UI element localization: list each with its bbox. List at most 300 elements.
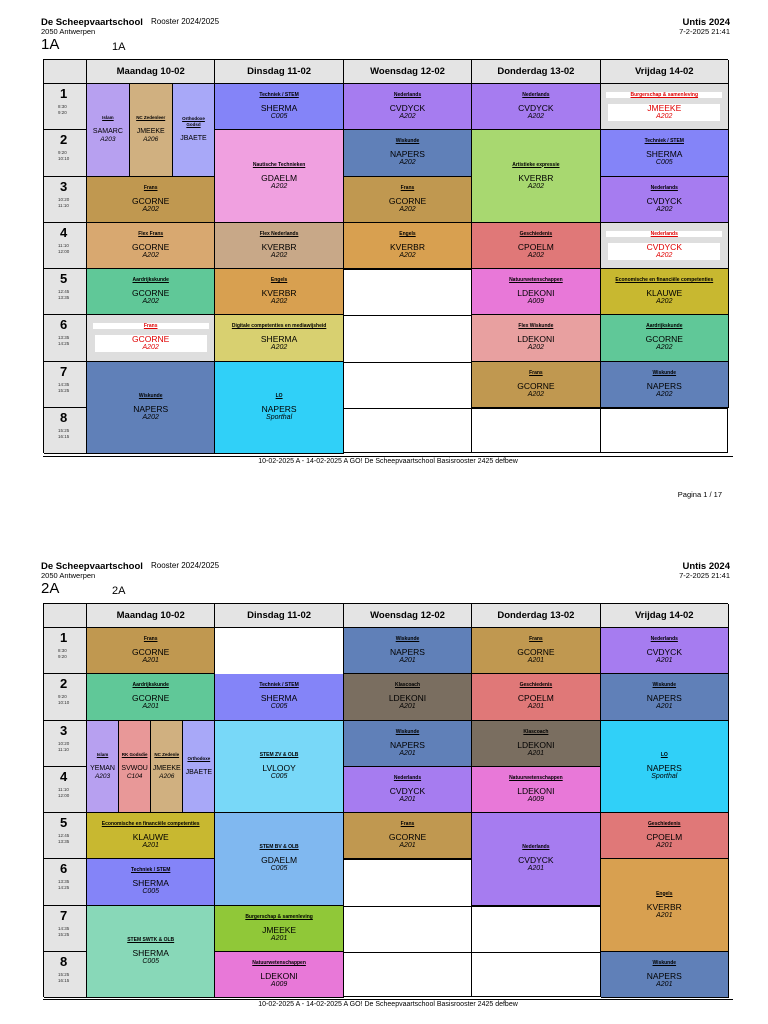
period-end: 11:10	[58, 202, 69, 208]
timetable-footer: 10-02-2025 A - 14-02-2025 A GO! De Scheepvaartschool Basisrooster 2425 defbew	[43, 999, 733, 1008]
period-start: 11:10	[58, 786, 69, 792]
lesson-teacher: JBAETE	[180, 135, 207, 143]
period-time	[58, 382, 69, 394]
lesson-teacher: GCORNE	[95, 335, 207, 344]
period-time	[58, 648, 67, 660]
lesson-room: A009	[527, 795, 545, 803]
lesson-teacher: LDEKONI	[517, 785, 555, 796]
lesson-block[interactable]	[472, 721, 600, 767]
lesson-block[interactable]	[215, 84, 343, 130]
lesson-block[interactable]	[183, 721, 215, 814]
day-header: Vrijdag 14-02	[601, 604, 729, 628]
lesson-subject: Frans	[529, 636, 543, 643]
lesson-subject: Frans	[93, 323, 209, 329]
day-header: Donderdag 13-02	[472, 60, 600, 84]
lesson-block[interactable]	[601, 674, 729, 720]
lesson-block[interactable]	[87, 315, 215, 361]
lesson-room: C005	[142, 888, 160, 896]
lesson-block[interactable]	[472, 674, 600, 720]
lesson-room: A009	[270, 980, 288, 988]
period-start: 8:30	[58, 104, 67, 109]
lesson-subject: Frans	[143, 184, 158, 191]
lesson-subject: Frans	[400, 821, 415, 828]
lesson-block[interactable]	[601, 362, 729, 408]
lesson-subject: Aardrijkskunde	[646, 323, 683, 330]
period-time	[58, 879, 69, 891]
lesson-block[interactable]	[344, 84, 472, 130]
lesson-block[interactable]	[601, 177, 729, 223]
lesson-room: A202	[399, 113, 416, 121]
lesson-block[interactable]	[215, 674, 343, 720]
lesson-teacher: GCORNE	[132, 693, 170, 704]
lesson-subject: RK Godsdie	[121, 751, 148, 757]
lesson-teacher: SHERMA	[260, 103, 298, 114]
period-time	[58, 150, 69, 162]
period-end: 16:15	[58, 433, 70, 439]
lesson-teacher: CVDYCK	[646, 195, 682, 206]
lesson-teacher: NAPERS	[261, 403, 297, 414]
lesson-block[interactable]	[472, 628, 600, 674]
lesson-teacher: JMEEKE	[152, 764, 181, 772]
lesson-teacher: CPOELM	[646, 832, 683, 843]
lesson-room: A202	[142, 413, 159, 421]
period-number: 4	[60, 768, 68, 784]
lesson-teacher: KLAUWE	[646, 288, 683, 299]
lesson-room: A201	[399, 795, 416, 803]
grid-corner	[44, 604, 87, 628]
lesson-block[interactable]	[601, 315, 729, 361]
class-code-large: 1A	[41, 36, 60, 53]
period-end: 9:20	[58, 110, 67, 115]
lesson-block[interactable]	[215, 223, 343, 269]
day-header: Maandag 10-02	[87, 604, 215, 628]
lesson-subject: Natuurwetenschappen	[509, 277, 563, 284]
lesson-room: C005	[270, 772, 288, 780]
rooster-year: Rooster 2024/2025	[151, 561, 220, 570]
lesson-block[interactable]	[601, 223, 729, 269]
class-code-small: 1A	[112, 41, 126, 53]
lesson-subject: Engels	[656, 890, 673, 897]
lesson-room: A201	[527, 865, 545, 873]
lesson-teacher: NAPERS	[133, 403, 169, 414]
period-start: 9:20	[58, 694, 67, 700]
lesson-teacher: KVERBR	[646, 901, 682, 912]
lesson-subject: Digitale competenties en mediawijsheid	[231, 323, 327, 330]
lesson-room: A206	[143, 136, 159, 144]
lesson-teacher: KVERBR	[261, 288, 297, 299]
lesson-subject: Techniek / STEM	[644, 138, 684, 145]
lesson-block[interactable]	[344, 813, 472, 859]
lesson-teacher: YEMAN	[90, 764, 115, 772]
untis-version: Untis 2024	[682, 561, 730, 572]
lesson-subject: LO	[275, 392, 283, 399]
lesson-block[interactable]	[215, 813, 343, 906]
period-time	[58, 243, 69, 255]
period-number: 7	[60, 363, 68, 379]
period-number: 4	[60, 224, 68, 240]
lesson-room: A201	[656, 703, 673, 711]
lesson-block[interactable]	[87, 628, 215, 674]
lesson-room: A202	[95, 344, 207, 352]
lesson-block[interactable]	[344, 177, 472, 223]
lesson-subject: Flex Nederlands	[259, 230, 299, 237]
period-time	[58, 833, 69, 845]
lesson-subject: Artistieke expressie	[512, 161, 560, 168]
lesson-subject: Wiskunde	[138, 392, 163, 399]
lesson-block[interactable]	[87, 362, 215, 455]
lesson-subject: Nederlands	[522, 92, 550, 99]
lesson-room: A203	[94, 772, 111, 780]
lesson-teacher: NAPERS	[390, 739, 425, 750]
lesson-subject: Geschiedenis	[648, 821, 681, 828]
period-cell	[44, 223, 87, 269]
lesson-teacher: GCORNE	[132, 647, 170, 658]
lesson-teacher: LVLOOY	[262, 762, 296, 773]
lesson-room: A202	[656, 390, 673, 398]
lesson-subject: Orthodoxe	[187, 755, 211, 761]
period-number: 3	[60, 178, 68, 194]
lesson-room: A202	[270, 344, 288, 352]
lesson-room: A202	[656, 298, 673, 306]
lesson-subject: Wiskunde	[652, 959, 677, 966]
lesson-block[interactable]	[601, 84, 729, 130]
lesson-subject: Flex Wiskunde	[518, 323, 554, 330]
period-start: 10:20	[58, 740, 70, 746]
period-cell	[44, 177, 87, 223]
lesson-subject: Islam	[96, 751, 109, 757]
rooster-year: Rooster 2024/2025	[151, 17, 220, 26]
lesson-room: A202	[142, 251, 159, 259]
lesson-room: A202	[142, 298, 159, 306]
lesson-teacher: CVDYCK	[646, 647, 682, 658]
lesson-subject: Wiskunde	[652, 369, 677, 376]
lesson-subject: Economische en financiële competenties	[615, 277, 714, 284]
lesson-room: A206	[159, 772, 175, 780]
lesson-subject: Klascoach	[523, 728, 549, 735]
lesson-subject: Nederlands	[522, 844, 550, 851]
period-cell	[44, 674, 87, 720]
lesson-block[interactable]	[215, 906, 343, 952]
lesson-teacher: KVERBR	[261, 241, 297, 252]
lesson-block[interactable]	[601, 952, 729, 998]
lesson-block[interactable]	[344, 130, 472, 176]
period-start: 15:25	[58, 427, 70, 433]
lesson-room: Sporthal	[651, 772, 678, 780]
lesson-block[interactable]	[215, 315, 343, 361]
period-number: 5	[60, 271, 68, 286]
page-number: Pagina 1 / 17	[677, 490, 722, 499]
lesson-room: A201	[656, 980, 673, 988]
period-start: 14:35	[58, 925, 70, 931]
class-code-large: 2A	[41, 580, 60, 597]
lesson-block[interactable]	[472, 223, 600, 269]
lesson-teacher: NAPERS	[390, 647, 425, 658]
period-start: 9:20	[58, 150, 67, 156]
period-end: 15:25	[58, 931, 70, 937]
lesson-subject: Flex Frans	[138, 230, 164, 237]
lesson-block[interactable]	[344, 628, 472, 674]
lesson-block[interactable]	[344, 721, 472, 767]
lesson-subject: Nautische Technieken	[252, 161, 306, 168]
lesson-subject: Aardrijkskunde	[132, 277, 169, 284]
lesson-block[interactable]	[472, 813, 600, 906]
lesson-block[interactable]	[472, 130, 600, 223]
lesson-teacher: KVERBR	[518, 172, 554, 183]
period-time	[58, 335, 69, 347]
period-cell	[44, 859, 87, 905]
lesson-room: C005	[270, 865, 288, 873]
lesson-room: A202	[527, 182, 545, 190]
lesson-block[interactable]	[119, 721, 151, 814]
lesson-block[interactable]	[472, 362, 600, 408]
school-name: De Scheepvaartschool	[41, 17, 143, 28]
period-end: 14:25	[58, 885, 70, 891]
lesson-teacher: CVDYCK	[518, 855, 554, 866]
lesson-room: A202	[656, 344, 673, 352]
lesson-subject: Techniek / STEM	[131, 867, 171, 874]
lesson-subject: Burgerschap & samenleving	[606, 92, 722, 98]
period-end: 12:00	[58, 248, 70, 254]
lesson-block[interactable]	[87, 859, 215, 905]
lesson-teacher: GCORNE	[645, 334, 683, 345]
period-time	[58, 428, 69, 440]
lesson-teacher: NAPERS	[646, 380, 682, 391]
lesson-block[interactable]	[130, 84, 173, 177]
day-header: Dinsdag 11-02	[215, 60, 343, 84]
lesson-block[interactable]	[472, 767, 600, 813]
lesson-subject: NC Zedenleer	[136, 115, 166, 121]
lesson-teacher: LDEKONI	[517, 334, 555, 345]
lesson-block[interactable]	[601, 813, 729, 859]
period-number: 1	[60, 86, 68, 101]
lesson-teacher: GDAELM	[261, 855, 298, 866]
lesson-subject: Frans	[529, 369, 543, 376]
lesson-subject: Wiskunde	[395, 636, 420, 643]
day-header: Vrijdag 14-02	[601, 60, 729, 84]
period-start: 11:10	[58, 242, 69, 248]
period-number: 6	[60, 317, 68, 333]
lesson-room: A201	[527, 657, 545, 665]
lesson-room: A202	[527, 251, 545, 259]
lesson-subject: Frans	[400, 184, 415, 191]
period-start: 8:30	[58, 648, 67, 653]
period-number: 8	[60, 953, 68, 969]
lesson-room: A202	[608, 113, 720, 121]
day-header: Woensdag 12-02	[344, 604, 472, 628]
lesson-room: A202	[399, 251, 416, 259]
period-number: 3	[60, 722, 68, 738]
lesson-teacher: GDAELM	[261, 172, 298, 183]
lesson-teacher: KLAUWE	[132, 832, 169, 843]
timetable-grid	[43, 59, 728, 453]
period-number: 2	[60, 132, 68, 148]
lesson-teacher: LDEKONI	[517, 288, 555, 299]
period-time	[58, 741, 69, 753]
period-cell	[44, 813, 87, 859]
lesson-room: C005	[270, 113, 288, 121]
lesson-subject: Burgerschap & samenleving	[245, 913, 313, 920]
lesson-teacher: NAPERS	[390, 149, 425, 160]
period-number: 2	[60, 676, 68, 692]
lesson-room: A201	[656, 911, 673, 919]
print-date: 7-2-2025 21:41	[679, 571, 730, 580]
lesson-room: A201	[270, 934, 288, 942]
period-end: 11:10	[58, 746, 69, 752]
lesson-subject: Frans	[143, 636, 158, 643]
lesson-room: A202	[527, 390, 545, 398]
lesson-subject: Nederlands	[393, 92, 422, 99]
lesson-block[interactable]	[601, 628, 729, 674]
class-code-small: 2A	[112, 585, 126, 597]
period-number: 7	[60, 907, 68, 923]
lesson-subject: STEM BV & OLB	[259, 844, 299, 851]
lesson-block[interactable]	[472, 84, 600, 130]
lesson-block[interactable]	[87, 223, 215, 269]
lesson-teacher: CPOELM	[517, 241, 554, 252]
lesson-teacher: JBAETE	[185, 768, 213, 776]
lesson-room: Sporthal	[266, 413, 293, 421]
lesson-block[interactable]	[215, 952, 343, 998]
period-cell	[44, 906, 87, 952]
period-start: 15:25	[58, 971, 70, 977]
period-number: 1	[60, 630, 68, 645]
lesson-room: A202	[527, 113, 545, 121]
untis-version: Untis 2024	[682, 17, 730, 28]
lesson-block[interactable]	[601, 269, 729, 315]
lesson-teacher: LDEKONI	[517, 739, 555, 750]
lesson-room: A202	[656, 205, 673, 213]
lesson-teacher: CVDYCK	[608, 243, 720, 252]
lesson-subject: Wiskunde	[395, 728, 420, 735]
period-start: 10:20	[58, 196, 70, 202]
lesson-room: A201	[399, 703, 416, 711]
lesson-subject: Natuurwetenschappen	[252, 959, 306, 966]
lesson-room: A202	[270, 182, 288, 190]
lesson-teacher: JMEEKE	[262, 924, 297, 935]
lesson-teacher: SHERMA	[132, 878, 169, 889]
lesson-block[interactable]	[472, 269, 600, 315]
period-time	[58, 787, 69, 799]
school-address: 2050 Antwerpen	[41, 27, 96, 36]
lesson-subject: Nederlands	[650, 184, 678, 191]
lesson-room: A202	[399, 205, 416, 213]
lesson-block[interactable]	[173, 84, 216, 177]
lesson-block[interactable]	[601, 130, 729, 176]
timetable-footer: 10-02-2025 A - 14-02-2025 A GO! De Scheepvaartschool Basisrooster 2425 defbew	[43, 456, 733, 465]
period-number: 6	[60, 861, 68, 877]
period-end: 13:35	[58, 839, 70, 844]
period-cell	[44, 130, 87, 176]
lesson-subject: Geschiedenis	[519, 230, 553, 237]
period-time	[58, 972, 69, 984]
period-cell	[44, 362, 87, 408]
lesson-block[interactable]	[87, 721, 119, 814]
lesson-block[interactable]	[601, 721, 729, 814]
lesson-block[interactable]	[151, 721, 183, 814]
timetable-page-2A	[0, 545, 768, 1024]
lesson-block[interactable]	[215, 721, 343, 814]
period-end: 16:15	[58, 977, 70, 983]
lesson-block[interactable]	[87, 84, 130, 177]
lesson-block[interactable]	[215, 130, 343, 223]
period-cell	[44, 408, 87, 454]
period-start: 13:35	[58, 335, 70, 341]
lesson-room: A201	[142, 657, 159, 665]
lesson-block[interactable]	[87, 674, 215, 720]
lesson-room: A202	[527, 344, 545, 352]
lesson-block[interactable]	[344, 674, 472, 720]
lesson-room: A202	[142, 205, 159, 213]
lesson-teacher: SHERMA	[646, 149, 683, 160]
lesson-teacher: SHERMA	[260, 693, 298, 704]
lesson-block[interactable]	[601, 859, 729, 952]
lesson-teacher: GCORNE	[132, 195, 170, 206]
lesson-room: C005	[142, 957, 160, 965]
lesson-block[interactable]	[215, 362, 343, 455]
lesson-teacher: GCORNE	[132, 288, 170, 299]
period-cell	[44, 84, 87, 130]
lesson-subject: Wiskunde	[652, 682, 677, 689]
period-end: 12:00	[58, 792, 70, 798]
lesson-subject: Techniek / STEM	[259, 92, 299, 99]
lesson-subject: LO	[660, 751, 668, 758]
lesson-subject: Aardrijkskunde	[132, 682, 169, 689]
lesson-subject: Nederlands	[650, 636, 678, 643]
lesson-block[interactable]	[87, 813, 215, 859]
period-end: 10:10	[58, 700, 70, 706]
print-date: 7-2-2025 21:41	[679, 27, 730, 36]
day-header: Donderdag 13-02	[472, 604, 600, 628]
lesson-room: C005	[270, 703, 288, 711]
lesson-block[interactable]	[344, 767, 472, 813]
period-end: 13:35	[58, 295, 70, 300]
lesson-teacher: GCORNE	[517, 647, 555, 658]
lesson-room: A201	[656, 842, 673, 850]
lesson-subject: Nederlands	[393, 774, 422, 781]
lesson-block[interactable]	[87, 177, 215, 223]
period-end: 9:20	[58, 654, 67, 659]
lesson-teacher: GCORNE	[388, 195, 427, 206]
school-address: 2050 Antwerpen	[41, 571, 96, 580]
lesson-room: A201	[527, 749, 545, 757]
lesson-subject: Orthodoxe Godsd	[182, 116, 205, 128]
lesson-block[interactable]	[215, 269, 343, 315]
lesson-teacher: GCORNE	[132, 241, 170, 252]
lesson-teacher: LDEKONI	[388, 693, 427, 704]
lesson-room: C005	[655, 159, 673, 167]
lesson-teacher: JMEEKE	[136, 128, 165, 136]
lesson-block[interactable]	[472, 315, 600, 361]
lesson-block[interactable]	[87, 269, 215, 315]
lesson-subject: Economische en financiële competenties	[101, 821, 200, 828]
period-end: 14:25	[58, 341, 70, 347]
lesson-subject: Engels	[270, 277, 288, 284]
lesson-block[interactable]	[344, 223, 472, 269]
period-start: 12:45	[58, 833, 70, 838]
period-number: 5	[60, 815, 68, 830]
lesson-subject: STEM SWTK & OLB	[127, 936, 175, 943]
lesson-subject: Natuurwetenschappen	[509, 774, 563, 781]
lesson-subject: NC Zedenle	[154, 751, 180, 757]
period-cell	[44, 628, 87, 674]
period-time	[58, 694, 69, 706]
day-header: Dinsdag 11-02	[215, 604, 343, 628]
lesson-teacher: CVDYCK	[518, 103, 554, 114]
timetable-grid	[43, 603, 728, 997]
period-time	[58, 104, 67, 116]
lesson-block[interactable]	[87, 906, 215, 999]
period-end: 15:25	[58, 387, 70, 393]
